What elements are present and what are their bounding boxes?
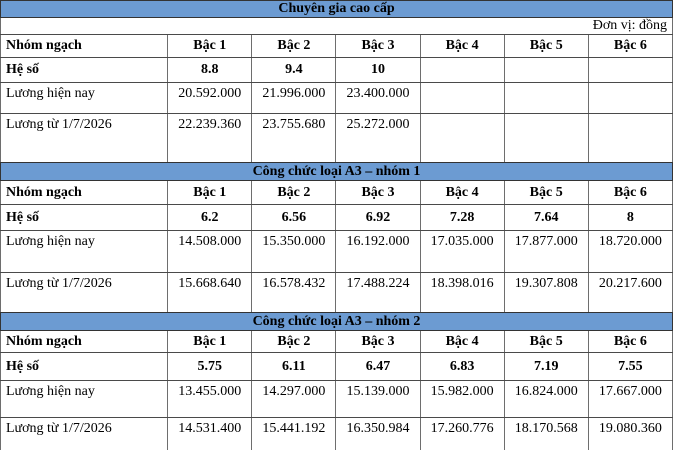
cell-value: 16.578.432 bbox=[252, 273, 336, 313]
column-header: Bậc 3 bbox=[336, 35, 420, 58]
section-title: Công chức loại A3 – nhóm 1 bbox=[1, 163, 673, 181]
cell-value: 6.56 bbox=[252, 205, 336, 231]
table-row bbox=[1, 273, 673, 313]
section-title-row bbox=[1, 163, 673, 181]
cell-value: 15.441.192 bbox=[252, 418, 336, 450]
table-row bbox=[1, 83, 673, 114]
row-label: Hệ số bbox=[1, 205, 168, 231]
table-row bbox=[1, 114, 673, 163]
column-header: Bậc 6 bbox=[588, 181, 672, 205]
column-header: Bậc 5 bbox=[504, 35, 588, 58]
cell-value bbox=[588, 83, 672, 114]
cell-value: 15.982.000 bbox=[420, 381, 504, 418]
cell-value: 8.8 bbox=[168, 58, 252, 83]
cell-value: 17.035.000 bbox=[420, 231, 504, 273]
cell-value: 6.83 bbox=[420, 353, 504, 381]
cell-value bbox=[420, 83, 504, 114]
row-label: Lương từ 1/7/2026 bbox=[1, 114, 168, 163]
row-label: Hệ số bbox=[1, 353, 168, 381]
column-header: Bậc 2 bbox=[252, 35, 336, 58]
table-row bbox=[1, 58, 673, 83]
row-label: Lương từ 1/7/2026 bbox=[1, 418, 168, 450]
cell-value: 14.297.000 bbox=[252, 381, 336, 418]
cell-value: 15.350.000 bbox=[252, 231, 336, 273]
column-header-group: Nhóm ngạch bbox=[1, 331, 168, 353]
cell-value: 20.217.600 bbox=[588, 273, 672, 313]
cell-value bbox=[420, 114, 504, 163]
cell-value: 16.192.000 bbox=[336, 231, 420, 273]
cell-value: 25.272.000 bbox=[336, 114, 420, 163]
cell-value: 16.350.984 bbox=[336, 418, 420, 450]
column-header-row bbox=[1, 35, 673, 58]
row-label: Lương hiện nay bbox=[1, 83, 168, 114]
column-header: Bậc 6 bbox=[588, 331, 672, 353]
table-row bbox=[1, 205, 673, 231]
cell-value: 21.996.000 bbox=[252, 83, 336, 114]
cell-value: 17.488.224 bbox=[336, 273, 420, 313]
cell-value: 6.92 bbox=[336, 205, 420, 231]
salary-table-3 bbox=[0, 312, 673, 450]
section-title-row bbox=[1, 313, 673, 331]
column-header: Bậc 4 bbox=[420, 181, 504, 205]
column-header: Bậc 1 bbox=[168, 181, 252, 205]
cell-value: 6.11 bbox=[252, 353, 336, 381]
cell-value: 18.398.016 bbox=[420, 273, 504, 313]
cell-value: 17.260.776 bbox=[420, 418, 504, 450]
cell-value: 22.239.360 bbox=[168, 114, 252, 163]
table-row bbox=[1, 418, 673, 450]
cell-value: 18.720.000 bbox=[588, 231, 672, 273]
cell-value: 20.592.000 bbox=[168, 83, 252, 114]
cell-value: 15.139.000 bbox=[336, 381, 420, 418]
column-header-row bbox=[1, 331, 673, 353]
salary-table-1 bbox=[0, 0, 673, 163]
cell-value bbox=[504, 83, 588, 114]
cell-value bbox=[588, 58, 672, 83]
cell-value: 14.531.400 bbox=[168, 418, 252, 450]
cell-value bbox=[504, 114, 588, 163]
row-label: Lương hiện nay bbox=[1, 231, 168, 273]
cell-value: 13.455.000 bbox=[168, 381, 252, 418]
cell-value: 7.28 bbox=[420, 205, 504, 231]
column-header: Bậc 2 bbox=[252, 181, 336, 205]
cell-value bbox=[504, 58, 588, 83]
cell-value: 23.755.680 bbox=[252, 114, 336, 163]
column-header: Bậc 6 bbox=[588, 35, 672, 58]
column-header-row bbox=[1, 181, 673, 205]
cell-value: 14.508.000 bbox=[168, 231, 252, 273]
section-title-row bbox=[1, 1, 673, 18]
column-header: Bậc 1 bbox=[168, 331, 252, 353]
unit-note: Đơn vị: đồng bbox=[1, 18, 673, 35]
column-header: Bậc 4 bbox=[420, 331, 504, 353]
column-header: Bậc 3 bbox=[336, 331, 420, 353]
cell-value: 18.170.568 bbox=[504, 418, 588, 450]
cell-value: 8 bbox=[588, 205, 672, 231]
cell-value: 17.667.000 bbox=[588, 381, 672, 418]
cell-value: 16.824.000 bbox=[504, 381, 588, 418]
row-label: Lương hiện nay bbox=[1, 381, 168, 418]
table-row bbox=[1, 353, 673, 381]
salary-table-2 bbox=[0, 162, 673, 313]
column-header: Bậc 2 bbox=[252, 331, 336, 353]
cell-value: 6.2 bbox=[168, 205, 252, 231]
column-header: Bậc 4 bbox=[420, 35, 504, 58]
column-header-group: Nhóm ngạch bbox=[1, 35, 168, 58]
cell-value bbox=[420, 58, 504, 83]
cell-value: 5.75 bbox=[168, 353, 252, 381]
cell-value: 9.4 bbox=[252, 58, 336, 83]
cell-value: 19.080.360 bbox=[588, 418, 672, 450]
cell-value: 19.307.808 bbox=[504, 273, 588, 313]
column-header: Bậc 5 bbox=[504, 181, 588, 205]
cell-value: 23.400.000 bbox=[336, 83, 420, 114]
cell-value: 7.19 bbox=[504, 353, 588, 381]
row-label: Lương từ 1/7/2026 bbox=[1, 273, 168, 313]
section-title: Chuyên gia cao cấp bbox=[1, 1, 673, 18]
section-title: Công chức loại A3 – nhóm 2 bbox=[1, 313, 673, 331]
table-row bbox=[1, 231, 673, 273]
cell-value: 17.877.000 bbox=[504, 231, 588, 273]
cell-value: 7.55 bbox=[588, 353, 672, 381]
cell-value: 10 bbox=[336, 58, 420, 83]
unit-note-row bbox=[1, 18, 673, 35]
table-row bbox=[1, 381, 673, 418]
cell-value: 7.64 bbox=[504, 205, 588, 231]
cell-value: 6.47 bbox=[336, 353, 420, 381]
cell-value: 15.668.640 bbox=[168, 273, 252, 313]
column-header: Bậc 3 bbox=[336, 181, 420, 205]
cell-value bbox=[588, 114, 672, 163]
column-header: Bậc 1 bbox=[168, 35, 252, 58]
column-header: Bậc 5 bbox=[504, 331, 588, 353]
column-header-group: Nhóm ngạch bbox=[1, 181, 168, 205]
row-label: Hệ số bbox=[1, 58, 168, 83]
